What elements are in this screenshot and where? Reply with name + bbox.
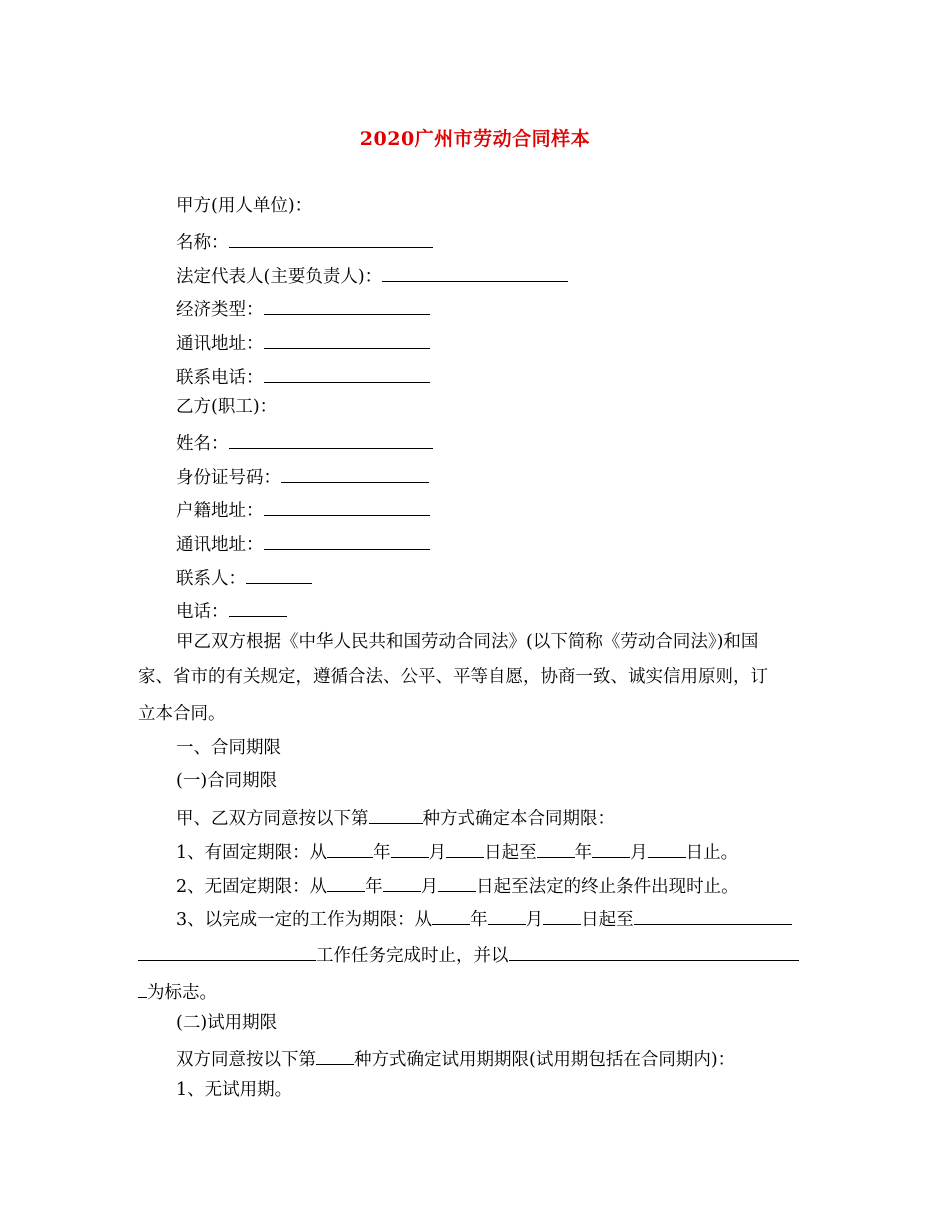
section-1-heading: 一、合同期限 [176,738,281,758]
opt1-month2-blank[interactable] [592,841,630,858]
party-b-contact-line [176,567,312,588]
party-a-phone-blank[interactable] [264,366,430,383]
opt1-day2-blank[interactable] [648,841,686,858]
opt1-year2-label: 年 [574,842,593,863]
party-a-name-line [176,231,433,252]
party-a-legal-rep-blank[interactable] [382,265,568,282]
opt3-day-blank[interactable] [543,908,581,925]
term-option-2 [176,875,739,896]
party-b-name-line [176,432,433,453]
opt3-month-label: 月 [525,909,544,930]
party-a-phone-label: 联系电话： [176,367,264,388]
trial-agree-post: 种方式确定试用期期限(试用期包括在合同期内)： [354,1049,736,1070]
party-b-name-label: 姓名： [176,433,229,454]
party-b-id-line [176,466,429,487]
section-1-sub-2: (二)试用期限 [176,1013,278,1033]
opt3-marker-blank-end[interactable] [138,981,147,998]
party-a-econ-type-label: 经济类型： [176,299,264,320]
opt2-year-blank[interactable] [327,875,365,892]
party-b-phone-blank[interactable] [229,600,287,617]
party-b-name-blank[interactable] [229,432,433,449]
party-b-heading: 乙方(职工)： [176,397,278,417]
term-option-3-cont [138,944,814,965]
party-a-address-line [176,332,430,353]
opt3-day-label: 日起至 [581,909,634,930]
party-b-phone-label: 电话： [176,601,229,622]
trial-agree-line [176,1048,735,1069]
party-a-name-label: 名称： [176,232,229,253]
trial-agree-pre: 双方同意按以下第 [176,1049,316,1070]
opt3-year-blank[interactable] [432,908,470,925]
opt3-marker-blank[interactable] [509,944,799,961]
intro-line-1: 甲乙双方根据《中华人民共和国劳动合同法》(以下简称《劳动合同法》)和国 [176,632,759,652]
option-3-pre: 3、以完成一定的工作为期限：从 [176,909,433,930]
opt1-year2-blank[interactable] [537,841,575,858]
party-b-contact-label: 联系人： [176,568,246,589]
opt2-day-blank[interactable] [438,875,476,892]
opt1-month2-label: 月 [630,842,648,863]
trial-choice-blank[interactable] [316,1048,354,1065]
opt1-month1-label: 月 [428,842,447,863]
term-option-1 [176,841,738,862]
party-a-heading: 甲方(用人单位)： [176,196,313,216]
term-option-3 [176,908,792,929]
party-b-contact-blank[interactable] [246,567,312,584]
opt3-year-label: 年 [470,909,488,930]
section-1-sub-1: (一)合同期限 [176,771,278,791]
opt3-end-blank-b[interactable] [138,944,316,961]
opt2-year-label: 年 [365,876,383,897]
party-a-address-label: 通讯地址： [176,333,264,354]
term-agree-post: 种方式确定本合同期限： [422,808,615,829]
opt1-day1-blank[interactable] [446,841,484,858]
party-a-legal-rep-label: 法定代表人(主要负责人)： [176,266,383,287]
party-b-household-blank[interactable] [264,499,430,516]
opt1-year1-label: 年 [373,842,391,863]
party-b-id-label: 身份证号码： [176,467,281,488]
option-2-pre: 2、无固定期限：从 [176,876,328,897]
intro-line-3: 立本合同。 [138,704,226,724]
document-title: 2020广州市劳动合同样本 [359,128,591,150]
party-b-id-blank[interactable] [281,466,429,483]
party-b-address-blank[interactable] [264,533,430,550]
term-agree-pre: 甲、乙双方同意按以下第 [176,808,369,829]
opt2-day-label: 日起至法定的终止条件出现时止。 [476,876,739,897]
opt1-month1-blank[interactable] [391,841,429,858]
opt1-day2-label: 日止。 [685,842,739,863]
term-choice-blank[interactable] [369,807,423,824]
opt3-mid-text: 工作任务完成时止，并以 [316,945,509,966]
party-a-legal-rep-line [176,265,568,286]
opt3-end-blank-a[interactable] [634,908,792,925]
term-option-3-end [138,981,814,1002]
party-b-household-label: 户籍地址： [176,500,264,521]
opt1-year1-blank[interactable] [327,841,373,858]
option-1-pre: 1、有固定期限：从 [176,842,328,863]
party-b-address-label: 通讯地址： [176,534,264,555]
opt3-month-blank[interactable] [488,908,526,925]
opt1-day1-label: 日起至 [484,842,537,863]
party-b-phone-line [176,600,287,621]
party-b-household-line [176,499,430,520]
party-a-name-blank[interactable] [229,231,433,248]
opt2-month-blank[interactable] [383,875,421,892]
party-a-phone-line [176,366,430,387]
trial-option-1: 1、无试用期。 [176,1080,293,1100]
term-agree-line [176,807,615,828]
party-a-econ-type-blank[interactable] [264,298,430,315]
intro-line-2: 家、省市的有关规定，遵循合法、公平、平等自愿，协商一致、诚实信用原则，订 [138,667,768,687]
party-a-address-blank[interactable] [264,332,430,349]
opt2-month-label: 月 [420,876,439,897]
party-b-address-line [176,533,430,554]
opt3-end-text: 为标志。 [147,982,217,1003]
party-a-econ-type-line [176,298,430,319]
